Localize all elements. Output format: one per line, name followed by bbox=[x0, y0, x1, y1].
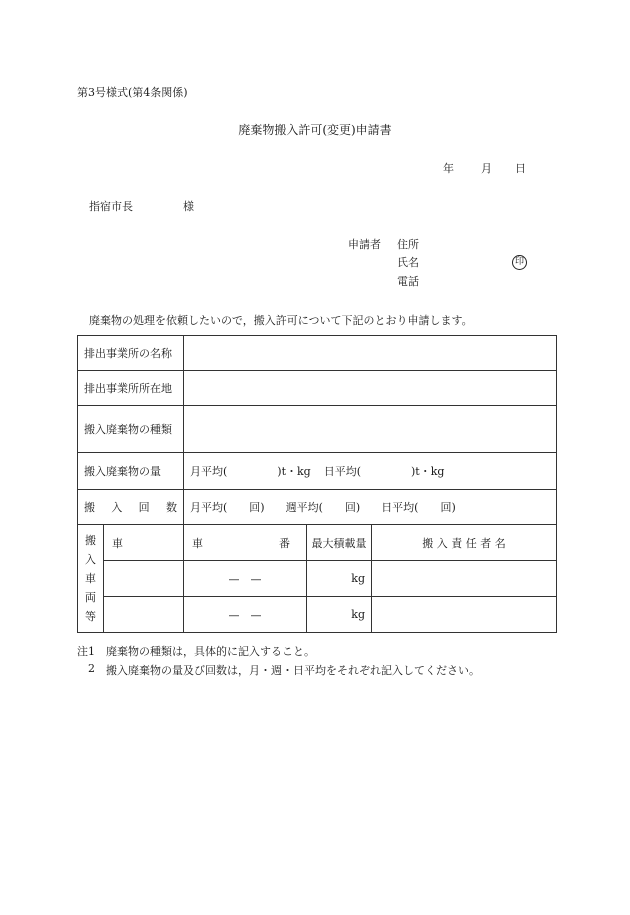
vehicle-type-field[interactable] bbox=[104, 561, 184, 597]
freq-daily-label: 日平均( bbox=[381, 501, 419, 514]
applicant-name-label: 氏名 bbox=[397, 256, 419, 269]
freq-weekly-unit: 回) bbox=[344, 501, 361, 514]
frequency-char: 数 bbox=[165, 501, 177, 514]
waste-amount-label: 搬入廃棄物の量 bbox=[78, 453, 184, 490]
capacity-field[interactable]: kg bbox=[307, 597, 372, 633]
vehicles-char: 入 bbox=[85, 553, 96, 566]
freq-monthly-label: 月平均( bbox=[190, 501, 228, 514]
vehicles-label bbox=[78, 525, 104, 633]
vehicle-row bbox=[78, 561, 557, 597]
person-field[interactable] bbox=[372, 561, 557, 597]
note-1-text: 廃棄物の種類は，具体的に記入すること。 bbox=[106, 645, 315, 658]
applicant-phone-label: 電話 bbox=[397, 275, 419, 288]
waste-type-field[interactable] bbox=[184, 406, 557, 453]
addressee-honorific: 様 bbox=[183, 200, 194, 213]
vehicle-number-field[interactable]: — — bbox=[184, 597, 307, 633]
frequency-label bbox=[78, 490, 184, 525]
vehicles-char: 車 bbox=[85, 572, 96, 585]
form-number: 第3号様式(第4条関係) bbox=[77, 86, 188, 99]
vehicle-number-field[interactable]: — — bbox=[184, 561, 307, 597]
row-vehicle-header bbox=[78, 525, 557, 561]
frequency-field[interactable] bbox=[184, 490, 557, 525]
waste-amount-field[interactable] bbox=[184, 453, 557, 490]
vehicle-type-field[interactable] bbox=[104, 597, 184, 633]
document-title: 廃棄物搬入許可(変更)申請書 bbox=[238, 123, 392, 137]
date-day-label: 日 bbox=[515, 162, 526, 175]
frequency-char: 搬 bbox=[84, 501, 95, 514]
frequency-char: 回 bbox=[138, 501, 150, 514]
applicant-label: 申請者 bbox=[348, 238, 381, 251]
applicant-address-label: 住所 bbox=[397, 238, 419, 251]
emitter-name-field[interactable] bbox=[184, 336, 557, 371]
seal-icon: 印 bbox=[512, 255, 527, 270]
freq-daily-unit: 回) bbox=[440, 501, 456, 514]
vehicle-type-header bbox=[104, 525, 184, 561]
row-frequency bbox=[78, 490, 557, 525]
row-emitter-name bbox=[78, 336, 557, 371]
vehicle-number-char: 車 bbox=[192, 536, 203, 550]
vehicle-number-header bbox=[184, 525, 307, 561]
frequency-char: 入 bbox=[111, 501, 123, 514]
vehicle-row bbox=[78, 597, 557, 633]
date-year-label: 年 bbox=[443, 162, 454, 175]
intro-text: 廃棄物の処理を依頼したいので，搬入許可について下記のとおり申請します。 bbox=[89, 314, 473, 327]
note-1-mark: 注1 bbox=[77, 645, 95, 658]
emitter-address-label: 排出事業所所在地 bbox=[78, 371, 184, 406]
freq-weekly-label: 週平均( bbox=[285, 501, 323, 514]
note-2-mark: 2 bbox=[88, 662, 95, 675]
amount-daily-unit: )t・kg bbox=[411, 465, 445, 478]
amount-monthly-unit: )t・kg bbox=[277, 465, 311, 478]
date-month-label: 月 bbox=[481, 162, 492, 175]
vehicles-char: 搬 bbox=[85, 534, 96, 547]
row-waste-amount bbox=[78, 453, 557, 490]
emitter-address-field[interactable] bbox=[184, 371, 557, 406]
amount-monthly-label: 月平均( bbox=[190, 465, 228, 478]
person-header: 搬 入 責 任 者 名 bbox=[372, 525, 557, 561]
note-2-text: 搬入廃棄物の量及び回数は，月・週・日平均をそれぞれ記入してください。 bbox=[106, 664, 480, 677]
addressee-name: 指宿市長 bbox=[89, 200, 133, 213]
freq-monthly-unit: 回) bbox=[249, 501, 265, 514]
vehicle-number-char: 番 bbox=[279, 536, 290, 550]
emitter-name-label: 排出事業所の名称 bbox=[78, 336, 184, 371]
row-emitter-address bbox=[78, 371, 557, 406]
vehicles-char: 両 bbox=[85, 591, 96, 604]
seal-mark bbox=[512, 254, 527, 270]
capacity-field[interactable]: kg bbox=[307, 561, 372, 597]
vehicles-char: 等 bbox=[85, 610, 96, 623]
vehicle-type-char: 車 bbox=[112, 536, 123, 550]
application-table bbox=[77, 335, 557, 633]
row-waste-type bbox=[78, 406, 557, 453]
amount-daily-label: 日平均( bbox=[323, 465, 362, 478]
person-field[interactable] bbox=[372, 597, 557, 633]
waste-type-label: 搬入廃棄物の種類 bbox=[78, 406, 184, 453]
capacity-header: 最大積載量 bbox=[307, 525, 372, 561]
